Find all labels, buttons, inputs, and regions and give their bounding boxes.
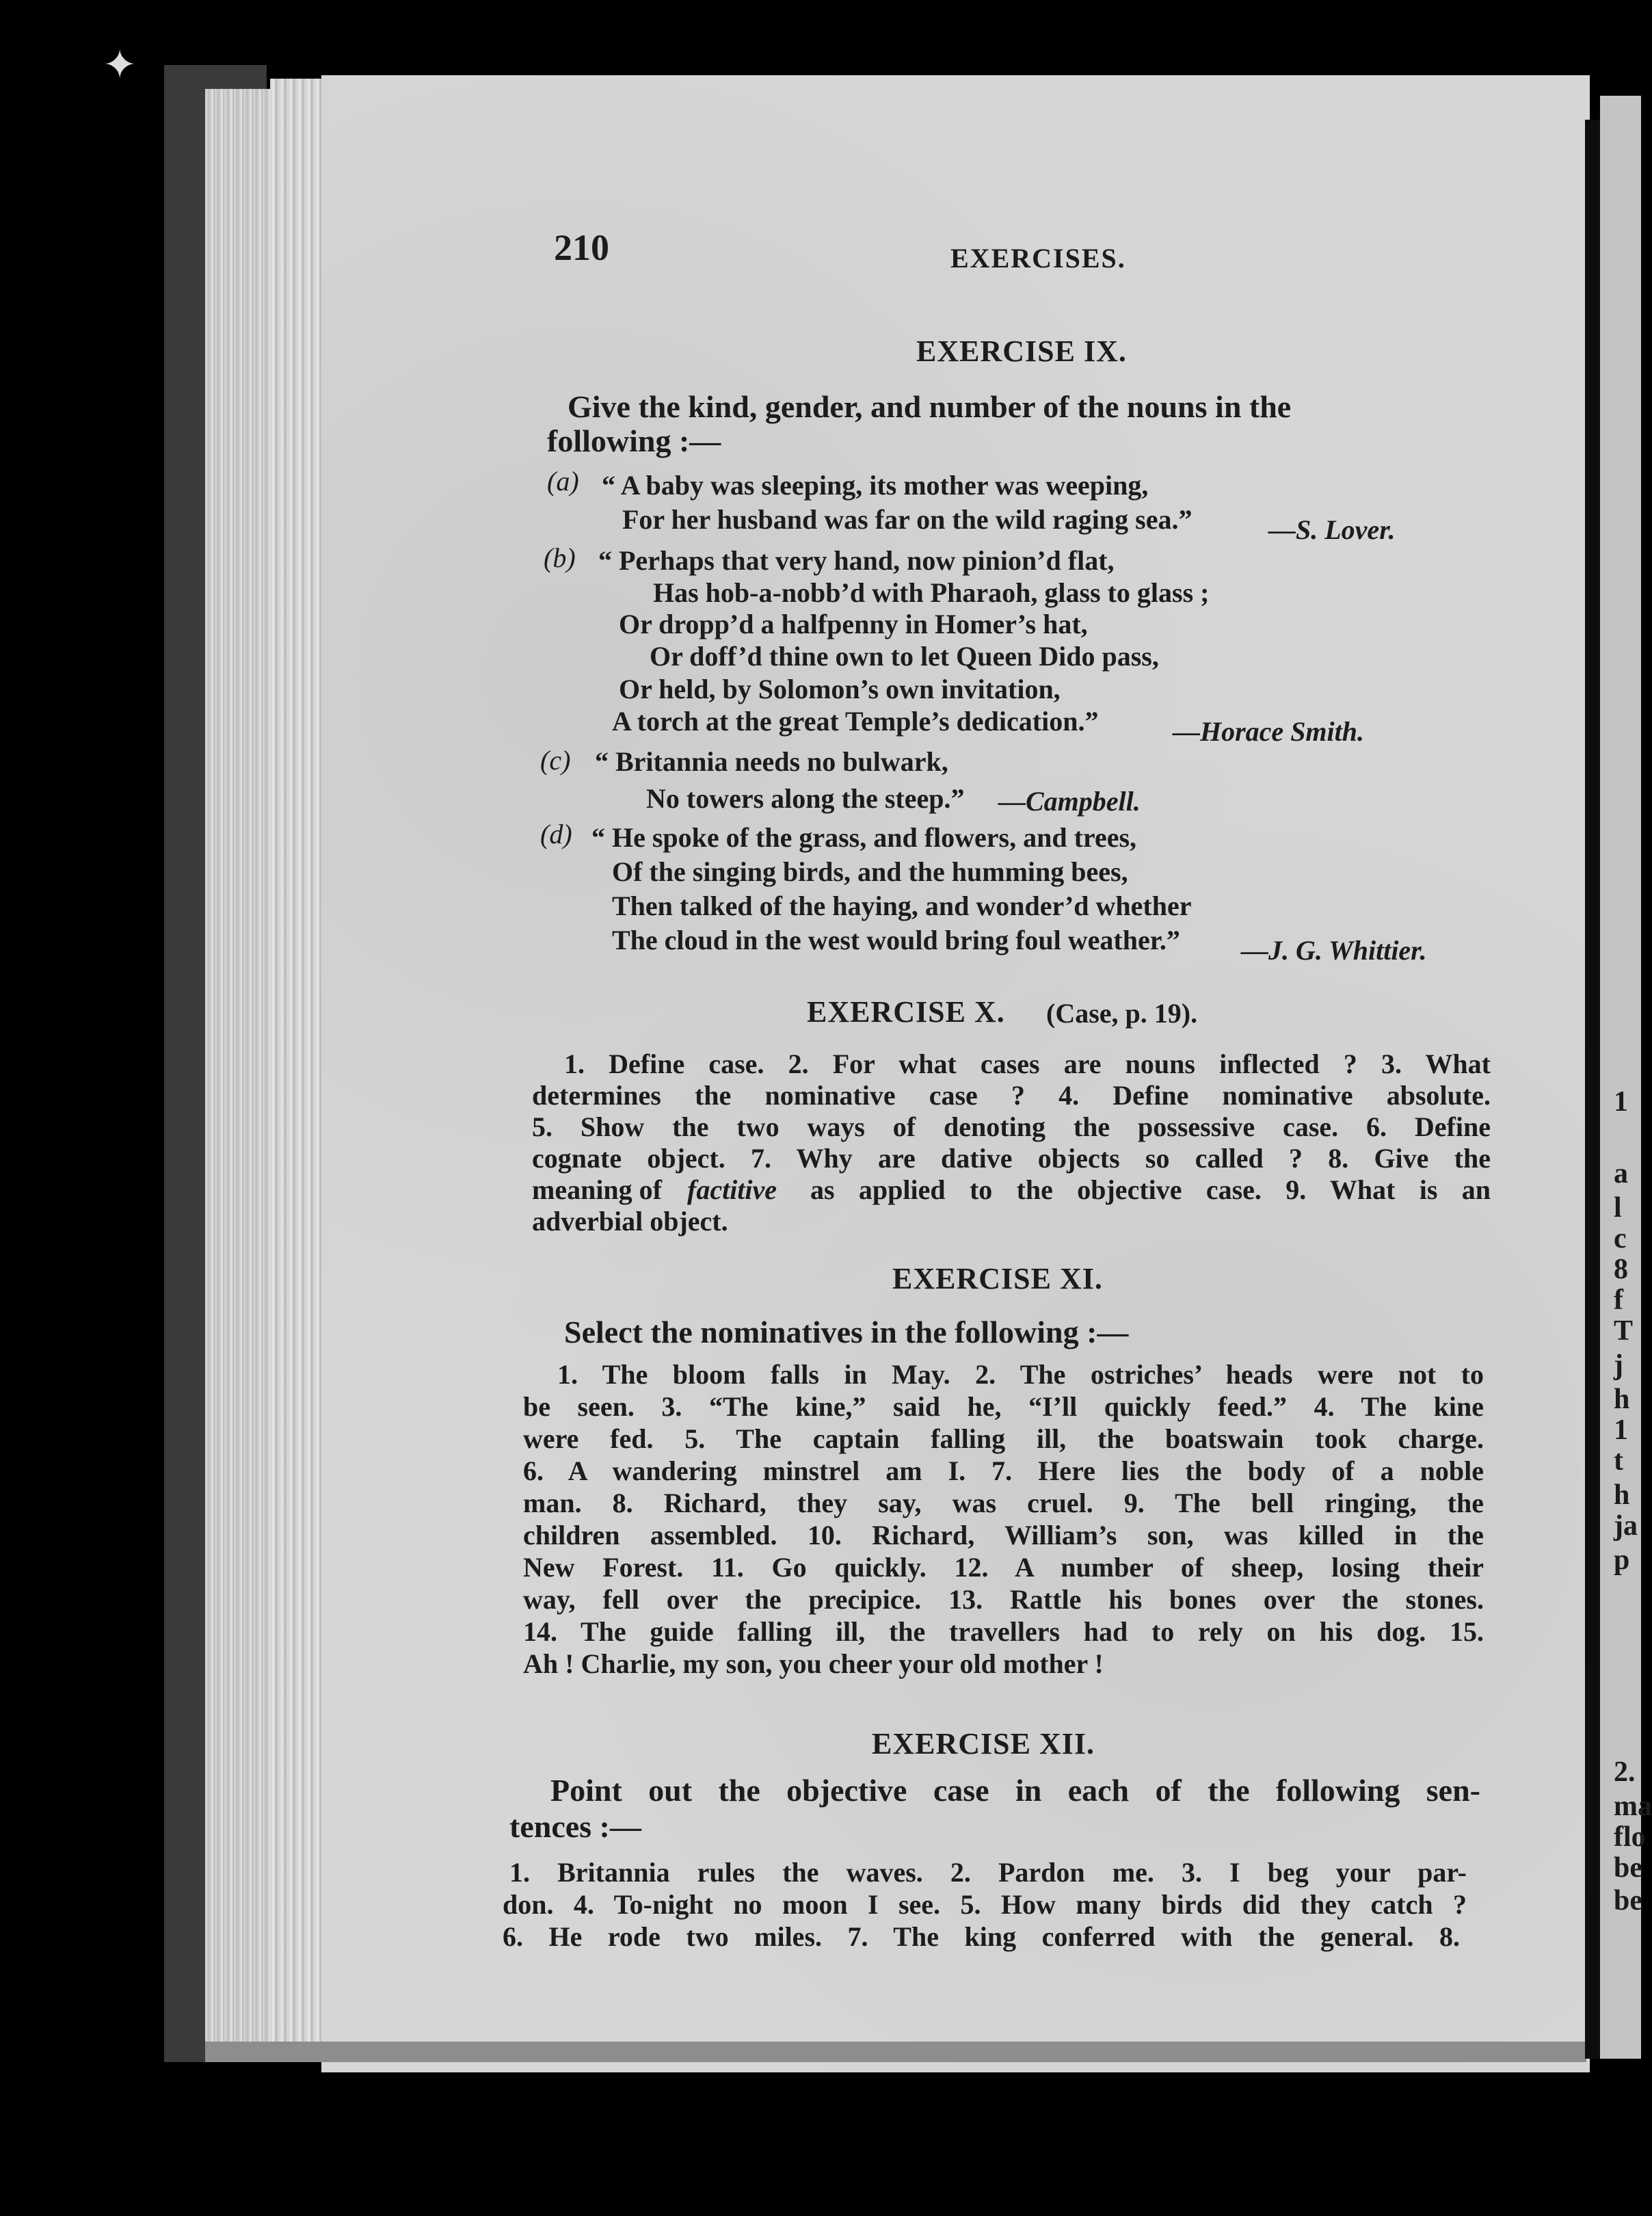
exercise-xi-line9: 14. The guide falling ill, the travellers had to rely on his dog. 15. [523,1616,1484,1647]
item-c-attribution: —Campbell. [998,786,1141,817]
facing-fragment-12: h [1614,1479,1630,1511]
page-bottom-shadow [205,2042,1586,2062]
exercise-xi-line10: Ah ! Charlie, my son, you cheer your old mother ! [523,1648,1104,1679]
exercise-xii-heading: EXERCISE XII. [872,1727,1095,1760]
exercise-xii-instruction-line2: tences :— [509,1809,641,1844]
exercise-x-heading: EXERCISE X. [807,995,1005,1029]
facing-fragment-8: j [1614,1349,1623,1381]
exercise-x-line5-italic: factitive [687,1174,777,1205]
exercise-ix-instruction-line2: following :— [547,423,721,458]
exercise-xi-line3: were fed. 5. The captain falling ill, the boatswain took charge. [523,1423,1484,1454]
exercise-x-line5: as applied to the objective case. 9. What is an [810,1174,1491,1205]
exercise-ix-heading: EXERCISE IX. [916,334,1127,368]
item-b-line1: “ Perhaps that very hand, now pinion’d flat, [598,545,1115,576]
item-d-line1: “ He spoke of the grass, and flowers, and trees, [591,822,1137,853]
item-b-label: (b) [544,542,576,573]
exercise-xii-line3: 6. He rode two miles. 7. The king conferred with the general. 8. [503,1921,1460,1952]
facing-fragment-14: p [1614,1544,1630,1576]
item-c-line1: “ Britannia needs no bulwark, [595,746,948,777]
item-b-line2: Has hob-a-nobb’d with Pharaoh, glass to glass ; [653,577,1210,608]
scan-blot: ✦ [103,42,137,88]
exercise-xi-instruction: Select the nominatives in the following :— [564,1315,1129,1349]
item-a-attribution: —S. Lover. [1268,514,1396,545]
item-a-line2: For her husband was far on the wild raging sea.” [622,504,1193,535]
exercise-xi-line5: man. 8. Richard, they say, was cruel. 9. The bell ringing, the [523,1488,1484,1518]
exercise-x-line6: adverbial object. [532,1206,728,1237]
page-edges [205,89,280,2059]
item-c-line2: No towers along the steep.” [646,783,965,814]
exercise-xi-line8: way, fell over the precipice. 13. Rattle his bones over the stones. [523,1584,1484,1615]
facing-fragment-17: flo [1614,1821,1646,1853]
exercise-xii-line1: 1. Britannia rules the waves. 2. Pardon me. 3. I beg your par- [509,1857,1467,1888]
exercise-x-subheading: (Case, p. 19). [1046,998,1198,1029]
facing-fragment-2: a [1614,1158,1628,1189]
exercise-xi-line2: be seen. 3. “The kine,” said he, “I’ll quickly feed.” 4. The kine [523,1391,1484,1422]
exercise-x-line4: cognate object. 7. Why are dative objects so called ? 8. Give the [532,1143,1491,1174]
exercise-x-line3: 5. Show the two ways of denoting the possessive case. 6. Define [532,1111,1491,1142]
facing-fragment-15: 2. [1614,1756,1636,1788]
item-d-attribution: —J. G. Whittier. [1241,935,1427,966]
exercise-x-line5-prefix: meaning of [532,1174,662,1205]
facing-fragment-18: be [1614,1852,1642,1884]
exercise-xi-line1: 1. The bloom falls in May. 2. The ostriches’ heads were not to [557,1359,1484,1390]
exercise-xi-line6: children assembled. 10. Richard, William’s son, was killed in the [523,1520,1484,1551]
running-head: EXERCISES. [950,243,1126,274]
item-d-line3: Then talked of the haying, and wonder’d whether [612,891,1192,921]
facing-fragment-19: be [1614,1885,1642,1916]
exercise-x-line1: 1. Define case. 2. For what cases are nouns inflected ? 3. What [564,1048,1491,1079]
exercise-xi-heading: EXERCISE XI. [892,1262,1103,1295]
item-b-attribution: —Horace Smith. [1173,716,1365,747]
item-b-line6: A torch at the great Temple’s dedication.” [612,706,1099,737]
exercise-xii-line2: don. 4. To-night no moon I see. 5. How many birds did they catch ? [503,1889,1467,1920]
item-d-line4: The cloud in the west would bring foul weather.” [612,925,1180,955]
facing-fragment-4: c [1614,1223,1627,1254]
facing-fragment-13: ja [1614,1510,1638,1542]
facing-fragment-1: 1 [1614,1086,1628,1118]
exercise-xi-line4: 6. A wandering minstrel am I. 7. Here lies the body of a noble [523,1455,1484,1486]
facing-fragment-7: T [1614,1315,1634,1347]
facing-fragment-16: ma [1614,1791,1652,1822]
facing-fragment-9: h [1614,1384,1630,1415]
exercise-xii-instruction-line1: Point out the objective case in each of the following sen- [550,1773,1480,1808]
item-a-line1: “ A baby was sleeping, its mother was weeping, [602,470,1149,501]
item-c-label: (c) [540,745,571,776]
exercise-ix-instruction-line1: Give the kind, gender, and number of the nouns in the [568,389,1292,424]
item-a-label: (a) [547,466,579,497]
item-d-label: (d) [540,819,572,849]
item-b-line4: Or doff’d thine own to let Queen Dido pass, [650,641,1159,672]
page-number: 210 [554,227,609,268]
item-d-line2: Of the singing birds, and the humming bees, [612,856,1128,887]
facing-fragment-3: l [1614,1192,1622,1224]
facing-fragment-5: 8 [1614,1254,1628,1285]
book-gutter [1585,120,1600,2059]
exercise-x-line2: determines the nominative case ? 4. Define nominative absolute. [532,1080,1491,1111]
item-b-line3: Or dropp’d a halfpenny in Homer’s hat, [619,609,1088,639]
facing-fragment-11: t [1614,1445,1623,1477]
item-b-line5: Or held, by Solomon’s own invitation, [619,674,1061,704]
facing-fragment-10: 1 [1614,1414,1628,1446]
facing-fragment-6: f [1614,1284,1623,1316]
exercise-xi-line7: New Forest. 11. Go quickly. 12. A number of sheep, losing their [523,1552,1484,1583]
